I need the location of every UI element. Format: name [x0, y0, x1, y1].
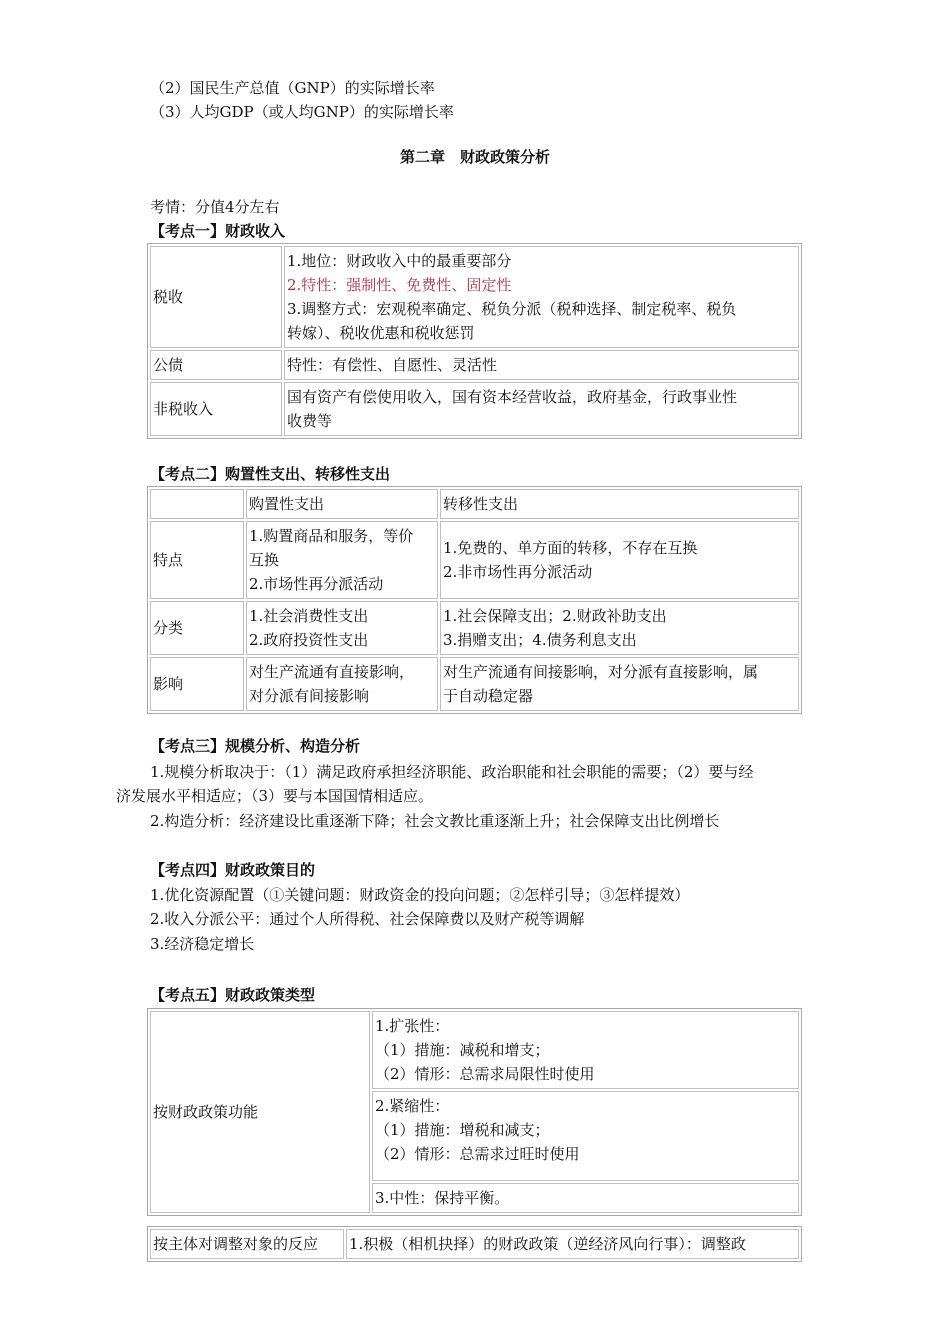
table-row	[150, 489, 799, 519]
kp2-table	[147, 486, 802, 714]
kp5-neutral	[372, 1183, 799, 1213]
table-row	[150, 246, 799, 348]
kp5-con-line-2: （1）措施：增税和减支；	[375, 1121, 550, 1139]
kp1-tax-line-3: 3.调整方式：宏观税率确定、税负分派（税种选择、制定税率、税负	[287, 300, 737, 318]
kp1-cell-bond	[284, 350, 799, 380]
kp5-con-line-3: （2）情形：总需求过旺时使用	[375, 1145, 580, 1163]
kp2-impact-a-2: 对分派有间接影响	[249, 687, 370, 705]
kp3-line-2: 济发展水平相适应；（3）要与本国国情相适应。	[116, 787, 434, 805]
table-row	[150, 1229, 799, 1259]
intro-line-3: （3）人均GDP（或人均GNP）的实际增长率	[150, 103, 454, 121]
kp5-exp-line-3: （2）情形：总需求局限性时使用	[375, 1065, 595, 1083]
kp5-label-function: 按财政政策功能	[150, 1011, 370, 1213]
kp2-features-b-2: 2.非市场性再分派活动	[443, 563, 593, 581]
table-row	[150, 521, 799, 599]
kp2-features-purchase	[246, 521, 438, 599]
table-row	[150, 601, 799, 655]
kp2-category-purchase	[246, 601, 438, 655]
intro-line-2: （2）国民生产总值（GNP）的实际增长率	[150, 79, 435, 97]
kp2-category-a-1: 1.社会消费性支出	[249, 607, 369, 625]
kp5-table	[147, 1008, 802, 1216]
kp1-table	[147, 243, 802, 439]
kp5-exp-line-2: （1）措施：减税和增支；	[375, 1041, 550, 1059]
kp5-expansionary	[372, 1011, 799, 1089]
kp4-heading: 【考点四】财政政策目的	[150, 861, 316, 879]
kp2-label-category: 分类	[150, 601, 244, 655]
table-row	[150, 350, 799, 380]
kp2-col-header-purchase: 购置性支出	[246, 489, 438, 519]
kp1-bond-line-1: 特性：有偿性、自愿性、灵活性	[287, 356, 498, 374]
kp1-tax-line-4: 转嫁）、税收优惠和税收惩罚	[287, 324, 475, 342]
kp2-category-b-2: 3.捐赠支出；4.债务利息支出	[443, 631, 637, 649]
kp2-label-impact: 影响	[150, 657, 244, 711]
chapter-title: 第二章 财政政策分析	[399, 148, 550, 166]
kp2-impact-a-1: 对生产流通有直接影响，	[249, 663, 415, 681]
exam-info: 考情：分值4分左右	[150, 198, 280, 216]
table-row	[150, 1011, 799, 1089]
kp2-features-a-2: 互换	[249, 551, 280, 569]
kp2-category-b-1: 1.社会保障支出；2.财政补助支出	[443, 607, 667, 625]
kp5-exp-line-1: 1.扩张性：	[375, 1017, 450, 1035]
kp1-label-bond: 公债	[150, 350, 282, 380]
kp1-tax-line-2: 2.特性：强制性、免费性、固定性	[287, 276, 512, 294]
kp2-impact-b-1: 对生产流通有间接影响，对分派有直接影响，属	[443, 663, 759, 681]
kp4-line-2: 2.收入分派公平：通过个人所得税、社会保障费以及财产税等调解	[150, 910, 585, 928]
kp2-col-header-transfer: 转移性支出	[440, 489, 799, 519]
kp1-heading: 【考点一】财政收入	[150, 222, 286, 240]
kp2-features-a-1: 1.购置商品和服务，等价	[249, 527, 414, 545]
kp3-line-3: 2.构造分析：经济建设比重逐渐下降；社会文教比重逐渐上升；社会保障支出比例增长	[150, 812, 720, 830]
kp2-heading: 【考点二】购置性支出、转移性支出	[150, 465, 391, 483]
kp1-nontax-line-1: 国有资产有偿使用收入，国有资本经营收益，政府基金，行政事业性	[287, 388, 738, 406]
kp2-features-transfer	[440, 521, 799, 599]
kp3-heading: 【考点三】规模分析、构造分析	[150, 737, 361, 755]
kp1-label-nontax: 非税收入	[150, 382, 282, 436]
table-row	[150, 657, 799, 711]
kp1-cell-nontax	[284, 382, 799, 436]
kp5-neu-line-1: 3.中性：保持平衡。	[375, 1189, 510, 1207]
kp4-line-1: 1.优化资源配置（①关键问题：财政资金的投向问题；②怎样引导；③怎样提效）	[150, 886, 690, 904]
kp2-category-a-2: 2.政府投资性支出	[249, 631, 369, 649]
kp2-impact-b-2: 于自动稳定器	[443, 687, 534, 705]
kp1-label-tax: 税收	[150, 246, 282, 348]
kp5-response-text: 1.积极（相机抉择）的财政政策（逆经济风向行事）：调整政	[346, 1229, 799, 1259]
table-row	[150, 382, 799, 436]
kp2-features-a-3: 2.市场性再分派活动	[249, 575, 384, 593]
kp2-impact-transfer	[440, 657, 799, 711]
kp5-contractionary	[372, 1091, 799, 1181]
kp5-con-line-1: 2.紧缩性：	[375, 1097, 450, 1115]
kp5-heading: 【考点五】财政政策类型	[150, 986, 316, 1004]
kp5-label-response: 按主体对调整对象的反应	[150, 1229, 344, 1259]
kp2-category-transfer	[440, 601, 799, 655]
kp4-line-3: 3.经济稳定增长	[150, 935, 255, 953]
kp3-line-1: 1.规模分析取决于：（1）满足政府承担经济职能、政治职能和社会职能的需要；（2）要与经	[150, 763, 754, 781]
kp1-nontax-line-2: 收费等	[287, 412, 333, 430]
kp1-cell-tax	[284, 246, 799, 348]
kp1-tax-line-1: 1.地位：财政收入中的最重要部分	[287, 252, 512, 270]
kp2-label-features: 特点	[150, 521, 244, 599]
kp2-impact-purchase	[246, 657, 438, 711]
kp2-corner	[150, 489, 244, 519]
kp2-features-b-1: 1.免费的、单方面的转移，不存在互换	[443, 539, 698, 557]
kp5-table-2	[147, 1226, 802, 1262]
